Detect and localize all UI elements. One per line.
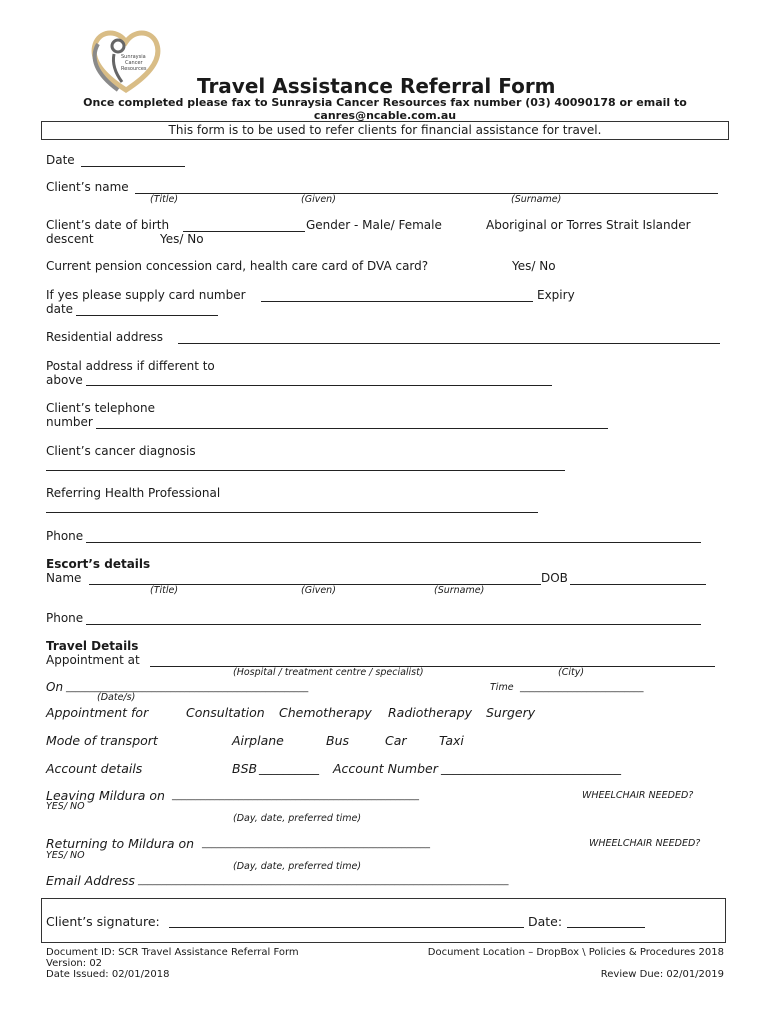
account-number-label: Account Number [333,761,438,776]
signature-field[interactable] [169,927,524,928]
leaving-day-hint: (Day, date, preferred time) [233,813,362,824]
postal-label-2: above [46,373,83,387]
dates-hint: (Date/s) [97,692,136,703]
pension-yes-no[interactable]: Yes/ No [512,259,556,273]
descent-yes-no[interactable]: Yes/ No [160,232,204,246]
phone-label: Phone [46,529,84,543]
referring-label: Referring Health Professional [46,486,221,500]
on-label: On [46,680,64,694]
given-hint: (Given) [301,194,336,205]
surname-hint: (Surname) [511,194,562,205]
option-chemotherapy[interactable]: Chemotherapy [279,705,372,720]
mode-taxi[interactable]: Taxi [439,733,464,748]
escort-name-label: Name [46,571,82,585]
logo-text-3: Resources [121,66,147,72]
card-number-label: If yes please supply card number [46,288,246,302]
page-title: Travel Assistance Referral Form [197,74,556,98]
logo-text-1: Sunraysia [121,54,146,60]
hospital-hint: (Hospital / treatment centre / specialist) [233,667,424,678]
email-label: Email Address [46,873,135,888]
phone-field[interactable] [86,542,701,543]
diagnosis-label: Client’s cancer diagnosis [46,444,196,458]
descent-label: descent [46,232,94,246]
account-number-field[interactable]: ______________________________ [441,761,621,775]
returning-label: Returning to Mildura on [46,836,195,851]
email-address: canres@ncable.com.au [313,109,457,122]
notice-text: This form is to be used to refer clients for financial assistance for travel. [168,123,602,137]
date-field[interactable] [81,166,185,167]
footer-review: Review Due: 02/01/2019 [600,969,724,980]
mode-bus[interactable]: Bus [326,733,350,748]
gender-label[interactable]: Gender - Male/ Female [306,218,442,232]
fax-instructions: Once completed please fax to Sunraysia Cancer Resources fax number (03) 40090178 or email to [83,96,687,109]
leaving-label: Leaving Mildura on [46,788,165,803]
card-number-field[interactable] [261,301,533,302]
expiry-date-label: date [46,302,74,316]
diagnosis-field[interactable] [46,470,565,471]
footer-location: Document Location – DropBox \ Policies & Procedures 2018 [427,947,724,958]
telephone-label-2: number [46,415,93,429]
escort-given-hint: (Given) [301,585,336,596]
signature-date-field[interactable] [567,927,645,928]
signature-date-label: Date: [528,914,563,929]
leaving-yes-no[interactable]: YES/ NO [46,801,85,812]
time-field[interactable]: __________________________ [520,682,644,693]
escort-heading: Escort’s details [46,557,151,571]
logo [88,24,164,94]
returning-wheelchair-label: WHEELCHAIR NEEDED? [589,838,701,849]
title-hint: (Title) [150,194,179,205]
mode-label: Mode of transport [46,733,158,748]
telephone-field[interactable] [96,428,608,429]
residential-field[interactable] [178,343,720,344]
postal-label-1: Postal address if different to [46,359,215,373]
mode-car[interactable]: Car [385,733,407,748]
signature-label: Client’s signature: [46,914,160,929]
appointment-for-label: Appointment for [46,705,149,720]
email-field[interactable]: ______________________________________________________________________________ [138,875,509,886]
time-label: Time [490,682,514,693]
client-name-field[interactable] [135,193,718,194]
footer-issued: Date Issued: 02/01/2018 [46,969,170,980]
escort-dob-field[interactable] [570,584,706,585]
account-label: Account details [46,761,143,776]
option-consultation[interactable]: Consultation [186,705,265,720]
city-hint: (City) [558,667,585,678]
leaving-field[interactable]: ____________________________________________________ [172,790,419,801]
appointment-at-label: Appointment at [46,653,140,667]
escort-title-hint: (Title) [150,585,179,596]
postal-field[interactable] [86,385,552,386]
option-radiotherapy[interactable]: Radiotherapy [388,705,473,720]
residential-label: Residential address [46,330,164,344]
footer-version: Version: 02 [46,958,103,969]
on-field[interactable]: ___________________________________________________ [66,682,309,693]
returning-day-hint: (Day, date, preferred time) [233,861,362,872]
returning-field[interactable]: ________________________________________________ [202,838,430,849]
bsb-field[interactable]: __________ [259,761,319,775]
dob-label: Client’s date of birth [46,218,170,232]
pension-label: Current pension concession card, health care card of DVA card? [46,259,429,273]
expiry-date-field[interactable] [76,315,218,316]
leaving-wheelchair-label: WHEELCHAIR NEEDED? [582,790,694,801]
logo-text-2: Cancer [125,60,143,66]
escort-surname-hint: (Surname) [434,585,485,596]
escort-dob-label: DOB [541,571,568,585]
expiry-label: Expiry [537,288,575,302]
aboriginal-label: Aboriginal or Torres Strait Islander [486,218,691,232]
footer-doc-id: Document ID: SCR Travel Assistance Referral Form [46,947,299,958]
travel-heading: Travel Details [46,639,139,653]
telephone-label-1: Client’s telephone [46,401,155,415]
option-surgery[interactable]: Surgery [486,705,536,720]
referring-field[interactable] [46,512,538,513]
escort-phone-label: Phone [46,611,84,625]
client-name-label: Client’s name [46,180,129,194]
returning-yes-no[interactable]: YES/ NO [46,850,85,861]
mode-airplane[interactable]: Airplane [232,733,284,748]
bsb-label: BSB [232,761,258,776]
date-label: Date [46,153,75,167]
escort-phone-field[interactable] [86,624,701,625]
